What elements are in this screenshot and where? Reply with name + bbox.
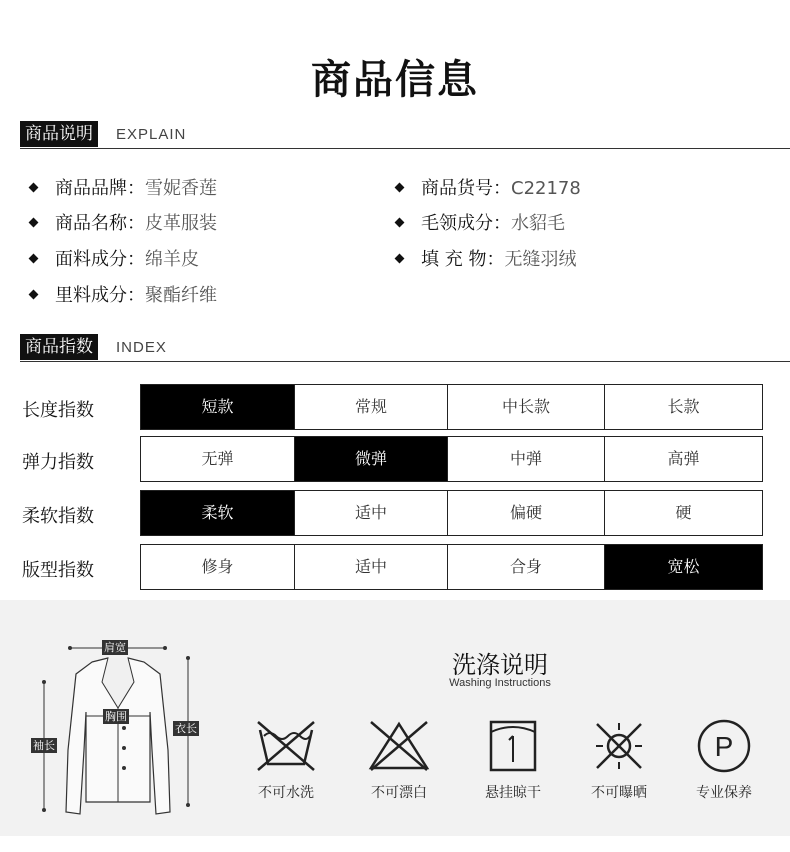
info-item-filling: [396, 245, 576, 271]
bullet-icon: [395, 182, 405, 192]
care-item-no-wash: [241, 718, 331, 802]
index-tag: 商品指数: [20, 334, 98, 360]
index-option: 高弹: [604, 437, 762, 481]
index-option: 中弹: [447, 437, 604, 481]
no-bleach-icon: [367, 718, 431, 774]
care-label: 不可漂白: [371, 785, 427, 801]
index-option: 中长款: [447, 385, 604, 429]
info-value: 聚酯纤维: [145, 285, 217, 306]
index-option: 合身: [447, 545, 604, 589]
page-title: 商品信息: [311, 57, 479, 103]
divider: [20, 361, 790, 362]
length-label: 衣长: [175, 722, 197, 735]
svg-text:P: P: [714, 731, 734, 762]
index-options: [140, 490, 763, 536]
care-item-no-sun: [574, 718, 664, 802]
info-item-name: [30, 209, 217, 235]
index-option: 长款: [604, 385, 762, 429]
index-option: 常规: [294, 385, 447, 429]
care-label: 不可曝晒: [591, 785, 647, 801]
info-item-brand: [30, 174, 217, 200]
info-item-sku: [396, 174, 581, 200]
index-options: [140, 544, 763, 590]
index-option: 无弹: [201, 449, 234, 468]
info-key: 里料成分：: [55, 285, 145, 306]
index-row: [0, 544, 790, 590]
washing-title: 洗涤说明: [452, 651, 548, 679]
divider: [20, 148, 790, 149]
info-item-collar: [396, 209, 565, 235]
index-option-selected: 宽松: [604, 545, 762, 589]
info-value: 无缝羽绒: [504, 249, 577, 270]
info-value: 皮革服装: [145, 213, 217, 234]
bullet-icon: [395, 253, 405, 263]
index-option: 硬: [604, 491, 762, 535]
info-value: 雪妮香莲: [145, 178, 217, 199]
index-section-header: [20, 334, 790, 362]
explain-section-header: [20, 121, 790, 149]
bullet-icon: [29, 182, 39, 192]
bullet-icon: [29, 289, 39, 299]
info-value: 绵羊皮: [145, 249, 199, 270]
explain-tag: 商品说明: [20, 121, 98, 147]
sleeve-label: 袖长: [33, 739, 55, 752]
care-item-professional: [679, 718, 769, 802]
no-sun-icon: [587, 718, 651, 774]
info-item-lining: [30, 281, 217, 307]
info-key: 商品品牌：: [55, 178, 145, 199]
hang-dry-icon: [481, 718, 545, 774]
index-row: [0, 384, 790, 430]
index-row: [0, 490, 790, 536]
info-value: 水貂毛: [511, 213, 565, 234]
care-item-hang-dry: [468, 718, 558, 802]
index-row: [0, 436, 790, 482]
care-label: 不可水洗: [258, 785, 314, 801]
bullet-icon: [29, 217, 39, 227]
no-wash-icon: [254, 718, 318, 774]
info-key: 商品名称：: [55, 213, 145, 234]
explain-en-label: EXPLAIN: [116, 126, 187, 143]
index-row-label: 版型指数: [22, 560, 94, 581]
professional-care-icon: [692, 718, 756, 774]
index-row-label: 弹力指数: [22, 452, 94, 473]
info-key: 毛领成分：: [421, 213, 511, 234]
care-item-no-bleach: [354, 718, 444, 802]
index-option: 适中: [294, 491, 447, 535]
index-option: 修身: [201, 557, 234, 576]
washing-subtitle: Washing Instructions: [449, 677, 551, 689]
care-label: 专业保养: [696, 785, 752, 801]
care-label: 悬挂晾干: [485, 785, 541, 801]
index-option: 适中: [294, 545, 447, 589]
info-item-fabric: [30, 245, 199, 271]
index-en-label: INDEX: [116, 339, 167, 356]
info-key: 填 充 物：: [421, 249, 505, 270]
shoulder-label: 肩宽: [104, 641, 126, 654]
index-options: [140, 384, 763, 430]
info-key: 面料成分：: [55, 249, 145, 270]
bullet-icon: [395, 217, 405, 227]
index-row-label: 长度指数: [22, 400, 94, 421]
index-row-label: 柔软指数: [22, 506, 94, 527]
index-options: [140, 436, 763, 482]
index-option: 偏硬: [447, 491, 604, 535]
info-value: C22178: [511, 178, 581, 199]
info-key: 商品货号：: [421, 178, 511, 199]
index-option-selected: 柔软: [141, 491, 294, 535]
index-option-selected: 微弹: [294, 437, 447, 481]
washing-section: [0, 600, 790, 836]
index-option-selected: 短款: [141, 385, 294, 429]
bullet-icon: [29, 253, 39, 263]
chest-label: 胸围: [105, 710, 127, 723]
